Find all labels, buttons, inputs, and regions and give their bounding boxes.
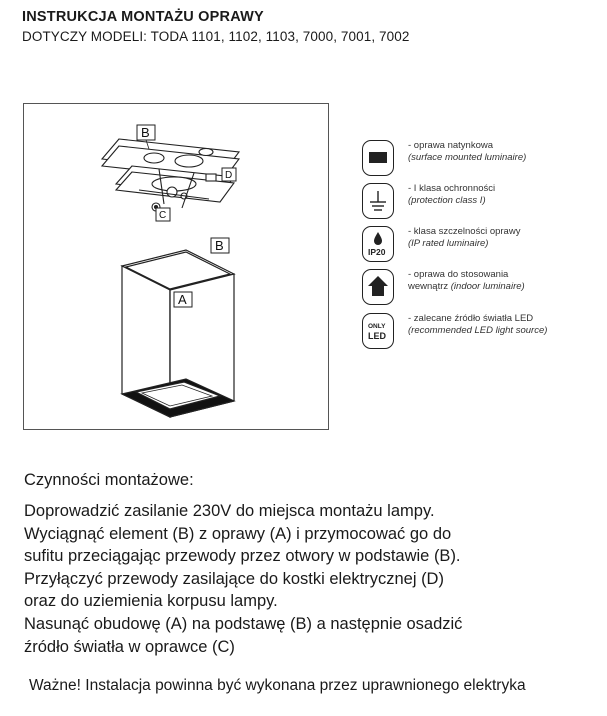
assembly-diagram: [23, 103, 329, 430]
instruction-line: Przyłączyć przewody zasilające do kostki elektrycznej (D): [24, 569, 444, 588]
legend-ip20-en: (IP rated luminaire): [408, 237, 489, 249]
legend-indoor-pl2: wewnątrz: [408, 280, 449, 292]
legend-surface-en: (surface mounted luminaire): [408, 151, 527, 163]
label-b-top-text: B: [141, 125, 150, 140]
legend-indoor-pl: - oprawa do stosowania: [408, 269, 509, 280]
legend-class1-pl: - I klasa ochronności: [408, 183, 496, 194]
instruction-line: źródło światła w oprawce (C): [24, 637, 235, 656]
instruction-line: Nasunąć obudowę (A) na podstawę (B) a następnie osadzić: [24, 615, 463, 633]
legend-item-surface: [362, 140, 602, 180]
legend-led-pl: - zalecane źródło światła LED: [408, 313, 534, 324]
legend-item-indoor: [362, 269, 602, 309]
legend-led-en: (recommended LED light source): [408, 324, 548, 336]
assembly-drawing: [24, 104, 330, 431]
instruction-line: sufitu przeciągając przewody przez otwory w podstawie (B).: [24, 547, 461, 566]
ip20-icon: [362, 226, 394, 262]
label-c-text: C: [159, 210, 167, 221]
indoor-icon: [362, 269, 394, 305]
legend-item-ip20: [362, 226, 602, 266]
legend-indoor-en: (indoor luminaire): [450, 280, 525, 292]
instructions-heading: Czynności montażowe:: [24, 471, 194, 489]
surface-mounted-icon: [362, 140, 394, 176]
label-a-text: A: [178, 292, 187, 307]
label-b-side-text: B: [215, 238, 224, 253]
label-d-text: D: [225, 170, 233, 181]
models-subtitle: DOTYCZY MODELI: TODA 1101, 1102, 1103, 7000, 7001, 7002: [22, 29, 410, 44]
housing-a: [122, 250, 234, 417]
instruction-line: Doprowadzić zasilanie 230V do miejsca montażu lampy.: [24, 502, 435, 520]
legend-surface-pl: - oprawa natynkowa: [408, 140, 494, 151]
ip20-icon-text: IP20: [368, 247, 386, 257]
protection-class-icon: [362, 183, 394, 219]
instruction-line: oraz do uziemienia korpusu lampy.: [24, 592, 278, 611]
only-led-icon-text1: ONLY: [368, 323, 386, 330]
only-led-icon-text2: LED: [368, 331, 386, 341]
legend-ip20-pl: - klasa szczelności oprawy: [408, 226, 521, 237]
only-led-icon: [362, 313, 394, 349]
label-c: [156, 208, 170, 221]
label-d: [222, 168, 236, 181]
label-b-side: [211, 238, 229, 253]
legend-class1-en: (protection class I): [408, 194, 486, 206]
legend-item-led: [362, 313, 602, 353]
legend-item-class1: [362, 183, 602, 223]
mounting-plate-b: [102, 139, 239, 211]
instruction-line: Wyciągnąć element (B) z oprawy (A) i przymocować go do: [24, 524, 452, 543]
label-a: [174, 292, 192, 307]
page-title: INSTRUKCJA MONTAŻU OPRAWY: [22, 9, 264, 25]
important-note: Ważne! Instalacja powinna być wykonana przez uprawnionego elektryka: [29, 677, 526, 694]
